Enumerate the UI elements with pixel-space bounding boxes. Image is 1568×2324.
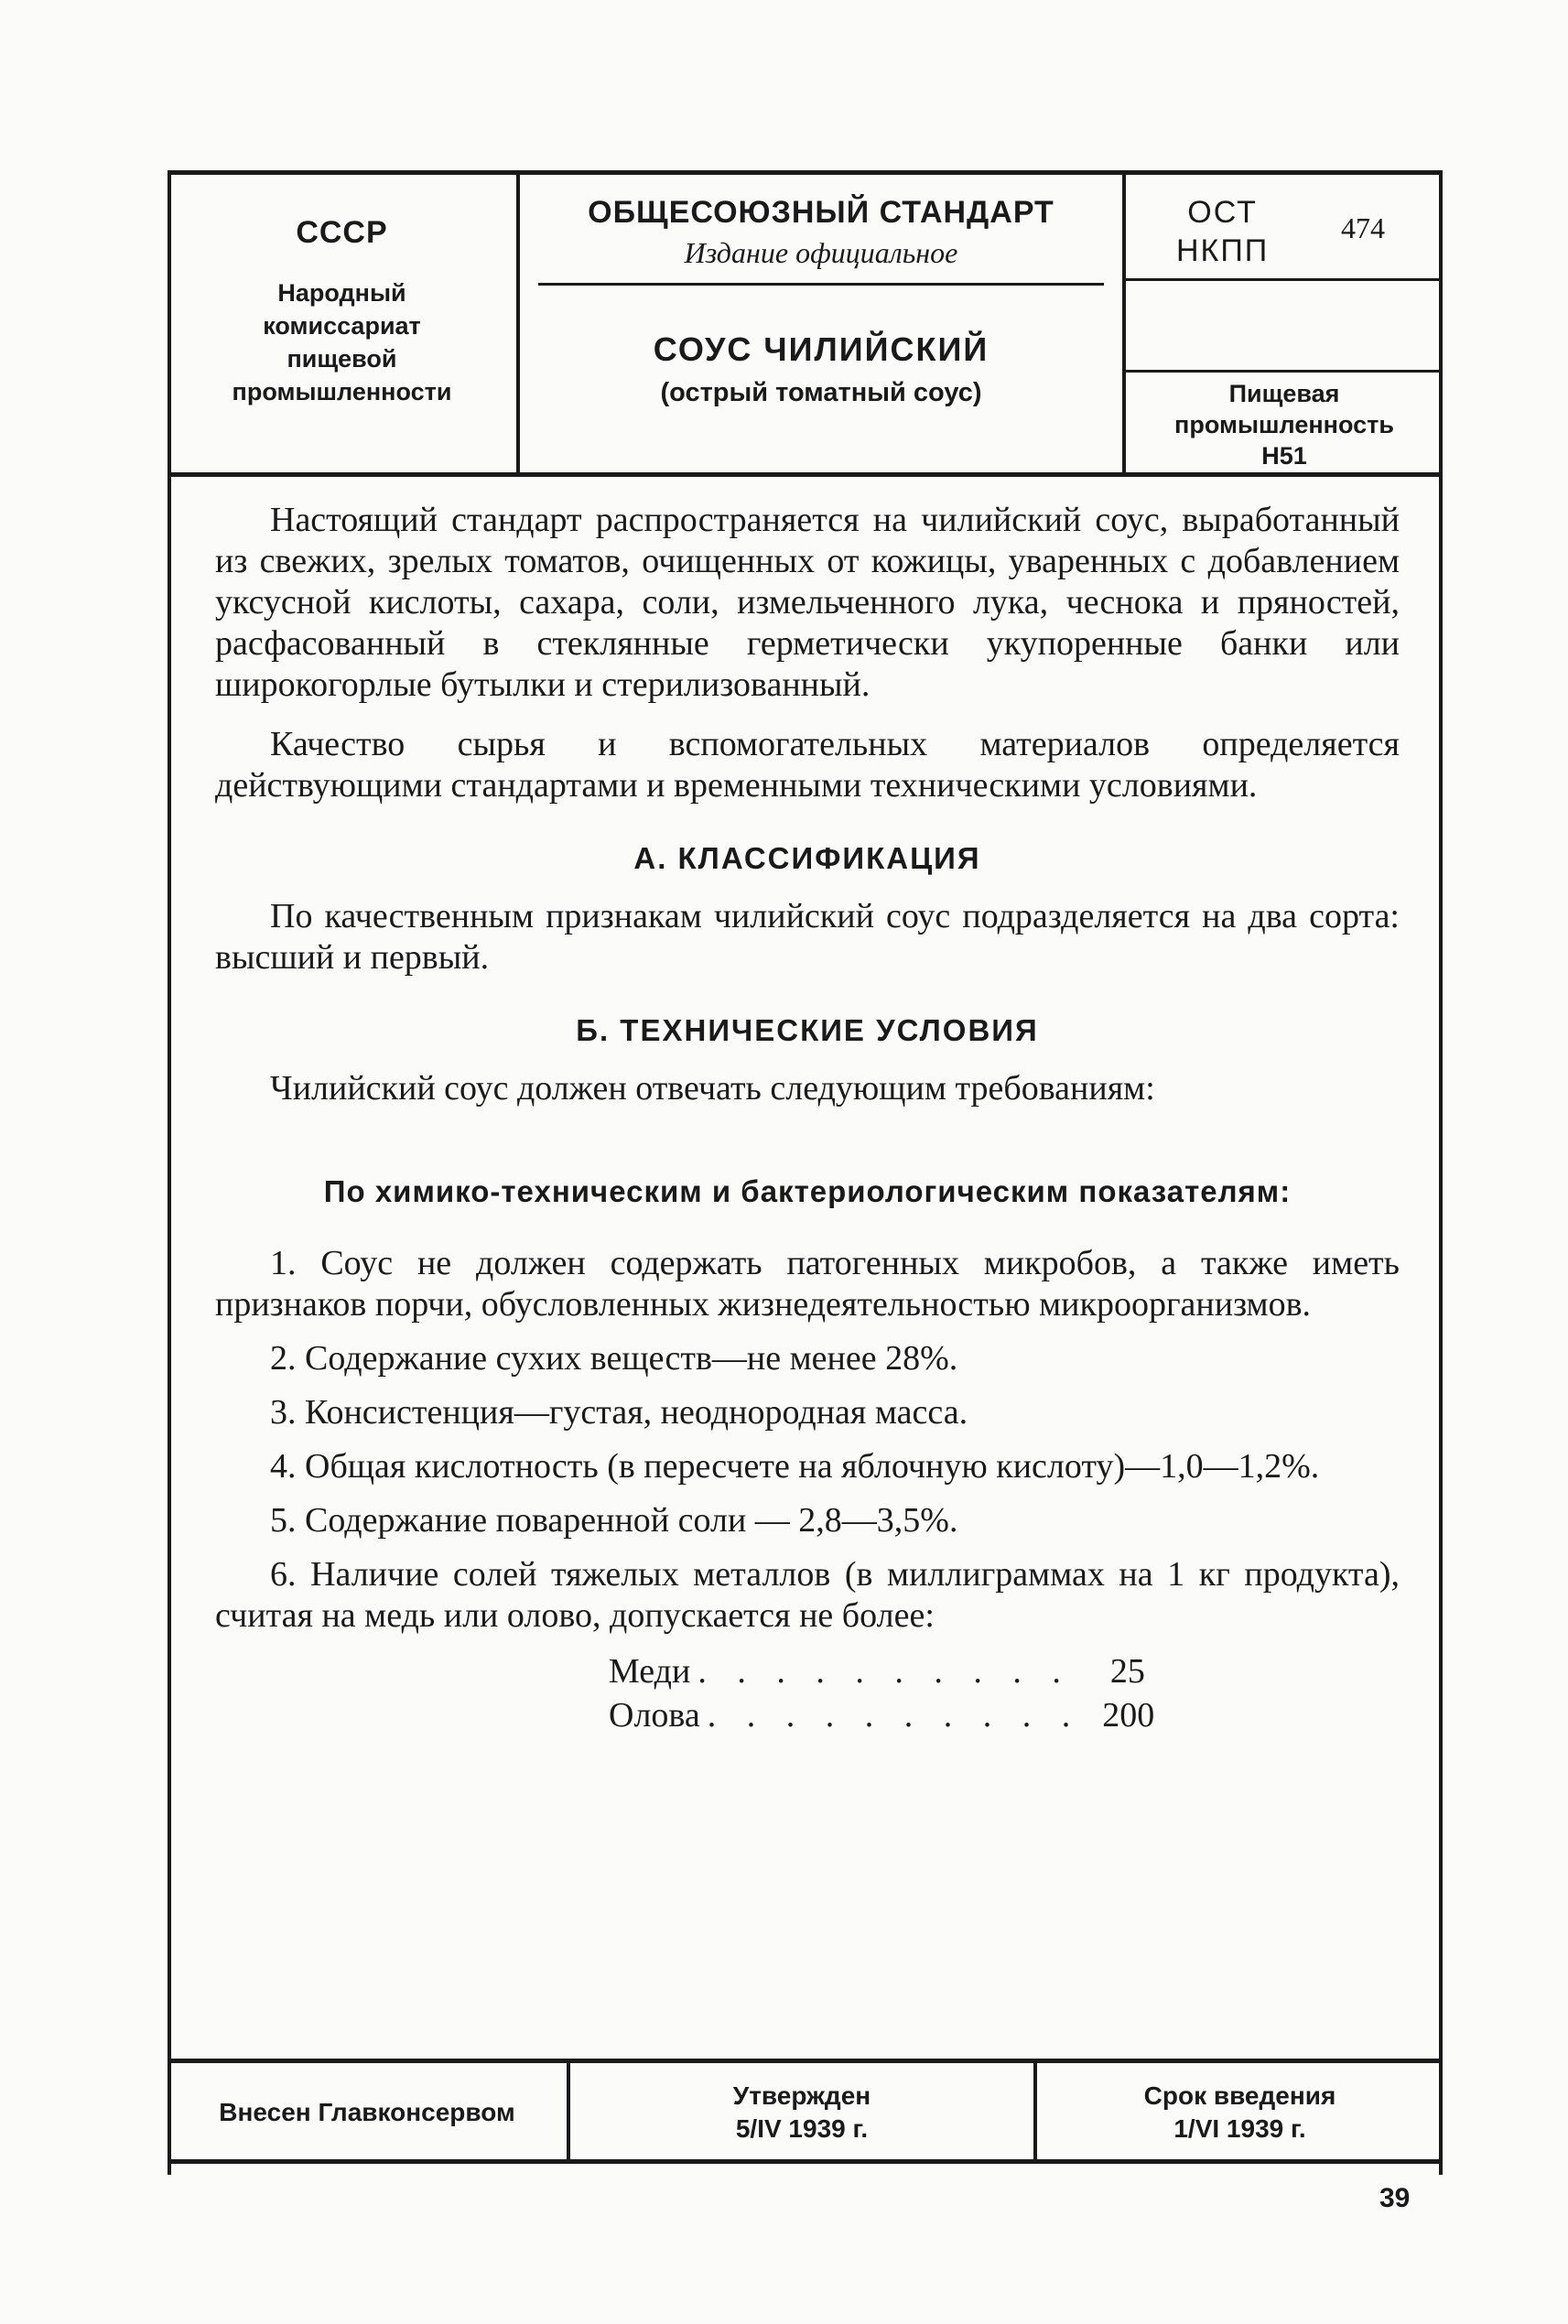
- page-number: 39: [1379, 2183, 1411, 2213]
- section-a-title: А. КЛАССИФИКАЦИЯ: [633, 841, 981, 875]
- header-title-column: [520, 175, 1126, 472]
- requirement-item: 4. Общая кислотность (в пересчете на яблочную кислоту)—1,0—1,2%.: [270, 1447, 1320, 1486]
- approved-date: 5/IV 1939 г.: [735, 2114, 869, 2143]
- metal-limit-row: [609, 1649, 1145, 1693]
- ministry-line: комиссариат: [263, 312, 421, 340]
- standard-header: [168, 170, 1443, 477]
- standard-body: [215, 500, 1400, 1737]
- title-divider: [538, 283, 1104, 286]
- blank-code-box: [1126, 281, 1443, 373]
- header-code-column: [1126, 175, 1443, 472]
- requirement-item: 3. Консистенция—густая, неоднородная масса.: [270, 1393, 968, 1432]
- requirement-item: 6. Наличие солей тяжелых металлов (в миллиграммах на 1 кг продукта), считая на медь или олово, допускается не более:: [215, 1555, 1400, 1635]
- approval-cell: [570, 2063, 1037, 2159]
- metal-name: Олова: [609, 1696, 700, 1735]
- ost-code-box: [1126, 175, 1443, 281]
- ministry-line: пищевой: [287, 345, 397, 373]
- metal-limit-value: 200: [1102, 1696, 1155, 1735]
- section-b-title: Б. ТЕХНИЧЕСКИЕ УСЛОВИЯ: [576, 1013, 1039, 1047]
- effective-date: 1/VI 1939 г.: [1173, 2114, 1306, 2143]
- ministry-line: промышленности: [232, 378, 452, 405]
- product-subtitle: (острый томатный соус): [660, 378, 982, 407]
- industry-line: Пищевая: [1228, 380, 1340, 407]
- requirement-item: 5. Содержание поваренной соли — 2,8—3,5%.: [270, 1501, 958, 1540]
- metal-limits-list: [609, 1649, 1400, 1737]
- industry-line: промышленность: [1174, 411, 1394, 438]
- ministry-line: Народный: [277, 279, 406, 307]
- metal-limit-row: [609, 1693, 1155, 1737]
- product-title: СОУС ЧИЛИЙСКИЙ: [653, 330, 989, 368]
- metal-limit-value: 25: [1109, 1652, 1145, 1691]
- requirement-item: 2. Содержание сухих веществ—не менее 28%.: [270, 1339, 958, 1378]
- standard-number: 474: [1341, 211, 1385, 244]
- intro-paragraph: Качество сырья и вспомогательных материалов определяется действующими стандартами и временными техническими условиями.: [215, 725, 1400, 805]
- standard-footer: [168, 2059, 1443, 2164]
- requirement-item: 1. Соус не должен содержать патогенных микробов, а также иметь признаков порчи, обусловленных жизнедеятельностью микроорганизмов.: [215, 1244, 1400, 1324]
- effective-date-cell: [1037, 2063, 1443, 2159]
- industry-code: Н51: [1261, 442, 1307, 470]
- section-b-text: Чилийский соус должен отвечать следующим требованиям:: [270, 1069, 1155, 1108]
- ost-nkpp-label: [1176, 193, 1269, 270]
- intro-paragraph: Настоящий стандарт распространяется на чилийский соус, выработанный из свежих, зрелых томатов, очищенных от кожицы, уваренных с добавлением уксусной кислоты, сахара, соли, измельченного лука, чеснока и пряностей, расфасованный в стеклянные герметически укупоренные банки или широкогорлые бутылки и стерилизованный.: [215, 501, 1400, 704]
- ost-label: ОСТ: [1187, 195, 1258, 230]
- edition-label: Издание официальное: [684, 236, 958, 269]
- submitted-by-cell: Внесен Главконсервом: [168, 2063, 570, 2159]
- ministry-name: [168, 276, 516, 408]
- header-issuer-column: [168, 175, 520, 472]
- section-a-text: По качественным признакам чилийский соус подразделяется на два сорта: высший и первый.: [215, 897, 1400, 977]
- standard-page-frame: [168, 170, 1443, 2175]
- nkpp-label: НКПП: [1176, 233, 1270, 268]
- leader-dots: . . . . . . . . . .: [707, 1696, 1082, 1735]
- requirements-subheading: По химико-техническим и бактериологическим показателям:: [323, 1174, 1292, 1208]
- standard-type: ОБЩЕСОЮЗНЫЙ СТАНДАРТ: [588, 195, 1054, 230]
- industry-classification: [1126, 378, 1443, 471]
- leader-dots: . . . . . . . . . .: [697, 1652, 1072, 1691]
- metal-name: Меди: [609, 1652, 691, 1691]
- effective-label: Срок введения: [1143, 2081, 1336, 2110]
- approved-label: Утвержден: [732, 2081, 871, 2110]
- country-label: СССР: [296, 215, 388, 250]
